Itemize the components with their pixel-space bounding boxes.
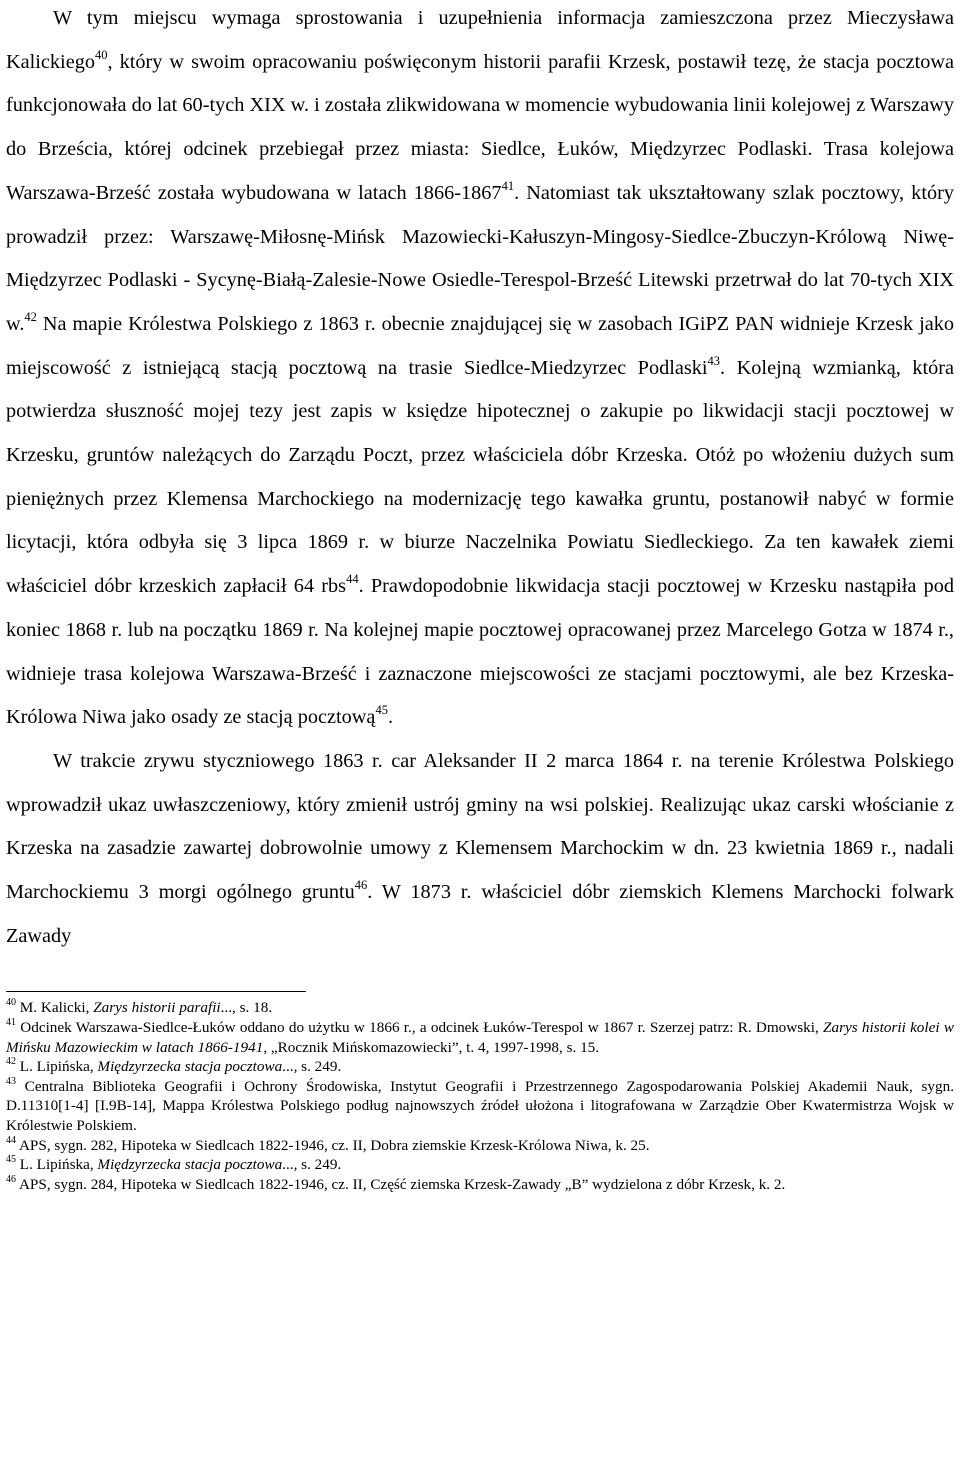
text-run: , który w swoim opracowaniu poświęconym historii parafii Krzesk, postawił tezę, że stacja pocztowa funkcjonowała do lat 60-tych XIX w. i została zlikwidowana w momencie wybudowania linii kolejowej z Warszawy do Brześcia, której odcinek przebiegał przez miasta: Siedlce, Łuków, Międzyrzec Podlaski. Trasa kolejowa Warszawa-Brześć została wybudowana w latach 1866-1867 [6,50,954,204]
main-text [6,0,954,958]
footnote-44 [6,1136,954,1156]
footnote-number: 40 [6,997,16,1009]
paragraph-2 [6,740,954,959]
footnote-number: 46 [6,1173,16,1185]
footnote-title: Międzyrzecka stacja pocztowa [97,1058,283,1076]
paragraph-1 [6,0,954,740]
footnote-number: 45 [6,1154,16,1166]
footnote-40 [6,998,954,1018]
footnote-text: Centralna Biblioteka Geografii i Ochrony Środowiska, Instytut Geografii i Przestrzennego Zagospodarowania Polskiej Akademii Nauk, sygn. D.11310[1-4] [I.9B-14], Mappa Królestwa Polskiego podług najnowszych źródeł ułożona i litografowana w Zarządzie Ober Kwatermistrza Wojsk w Królestwie Polskiem. [6,1077,954,1135]
footnote-ref-43[interactable]: 43 [707,353,721,368]
footnote-text: APS, sygn. 282, Hipoteka w Siedlcach 1822-1946, cz. II, Dobra ziemskie Krzesk-Królowa Niwa, k. 25. [16,1136,650,1154]
text-run: Na mapie Królestwa Polskiego z 1863 r. obecnie znajdującej się w zasobach IGiPZ PAN widnieje Krzesk jako miejscowość z istniejącą stacją pocztową na trasie Siedlce-Miedzyrzec Podlaski [6,312,954,379]
footnote-text: ..., s. 18. [220,999,273,1017]
footnote-title: Zarys historii kolei w Mińsku Mazowieckim w latach 1866-1941 [6,1019,954,1056]
footnote-41 [6,1018,954,1057]
footnote-number: 43 [6,1075,16,1087]
footnote-46 [6,1175,954,1195]
footnote-title: Międzyrzecka stacja pocztowa [97,1156,283,1174]
text-run: . Natomiast tak ukształtowany szlak pocztowy, który prowadził przez: Warszawę-Miłosnę-Mińsk Mazowiecki-Kałuszyn-Mingosy-Siedlce-Zbuczyn-Królową Niwę-Międzyrzec Podlaski - Sycynę-Białą-Zalesie-Nowe Osiedle-Terespol-Brześć Litewski przetrwał do lat 70-tych XIX w. [6,181,954,335]
text-run: . [387,706,394,729]
document-page [6,0,954,1194]
footnote-42 [6,1057,954,1077]
footnote-text: APS, sygn. 284, Hipoteka w Siedlcach 1822-1946, cz. II, Część ziemska Krzesk-Zawady „B” wydzielona z dóbr Krzesk, k. 2. [16,1175,786,1193]
footnote-ref-46[interactable]: 46 [354,878,368,893]
footnote-ref-45[interactable]: 45 [375,703,388,718]
footnotes [6,998,954,1194]
footnote-number: 42 [6,1056,16,1068]
text-run: W tym miejscu wymaga sprostowania i uzupełnienia informacja zamieszczona przez Mieczysława Kalickiego [6,7,954,73]
footnote-ref-42[interactable]: 42 [24,310,37,325]
text-run: . Prawdopodobnie likwidacja stacji pocztowej w Krzesku nastąpiła pod koniec 1868 r. lub na początku 1869 r. Na kolejnej mapie pocztowej opracowanej przez Marcelego Gotza w 1874 r., widnieje trasa kolejowa Warszawa-Brześć i zaznaczone miejscowości ze stacjami pocztowymi, ale bez Krzeska-Królowa Niwa jako osady ze stacją pocztową [6,575,954,729]
footnote-43 [6,1077,954,1136]
text-run: . W 1873 r. właściciel dóbr ziemskich Klemens Marchocki folwark Zawady [6,881,954,947]
footnote-separator [6,991,306,992]
footnote-title: Zarys historii parafii [93,999,221,1017]
footnote-text: Odcinek Warszawa-Siedlce-Łuków oddano do użytku w 1866 r., a odcinek Łuków-Terespol w 1867 r. Szerzej patrz: R. Dmowski, [16,1019,824,1037]
footnote-number: 41 [6,1017,16,1028]
footnote-text: L. Lipińska, [16,1156,98,1174]
text-run: . Kolejną wzmianką, która potwierdza słuszność mojej tezy jest zapis w księdze hipotecznej o zakupie po likwidacji stacji pocztowej w Krzesku, gruntów należących do Zarządu Poczt, przez właściciela dóbr Krzeska. Otóż po włożeniu dużych sum pieniężnych przez Klemensa Marchockiego na modernizację tego kawałka gruntu, postanowił nabyć w formie licytacji, która odbyła się 3 lipca 1869 r. w biurze Naczelnika Powiatu Siedleckiego. Za ten kawałek ziemi właściciel dóbr krzeskich zapłacił 64 rbs [6,356,954,598]
footnote-text: L. Lipińska, [16,1058,98,1076]
footnote-ref-40[interactable]: 40 [94,47,108,62]
footnote-45 [6,1155,954,1175]
text-run: W trakcie zrywu styczniowego 1863 r. car Aleksander II 2 marca 1864 r. na terenie Królestwa Polskiego wprowadził ukaz uwłaszczeniowy, który zmienił ustrój gminy na wsi polskiej. Realizując ukaz carski włościanie z Krzeska na zasadzie zawartej dobrowolnie umowy z Klemensem Marchockim w dn. 23 kwietnia 1869 r., nadali Marchockiemu 3 morgi ogólnego gruntu [6,749,954,904]
footnote-number: 44 [6,1134,16,1146]
footnote-text: M. Kalicki, [16,999,94,1017]
footnote-ref-44[interactable]: 44 [346,572,359,587]
footnote-text: ..., s. 249. [282,1058,342,1076]
footnote-text: ..., s. 249. [282,1156,342,1174]
footnote-ref-41[interactable]: 41 [501,179,515,194]
footnote-text: , „Rocznik Mińskomazowiecki”, t. 4, 1997-1998, s. 15. [263,1038,600,1056]
